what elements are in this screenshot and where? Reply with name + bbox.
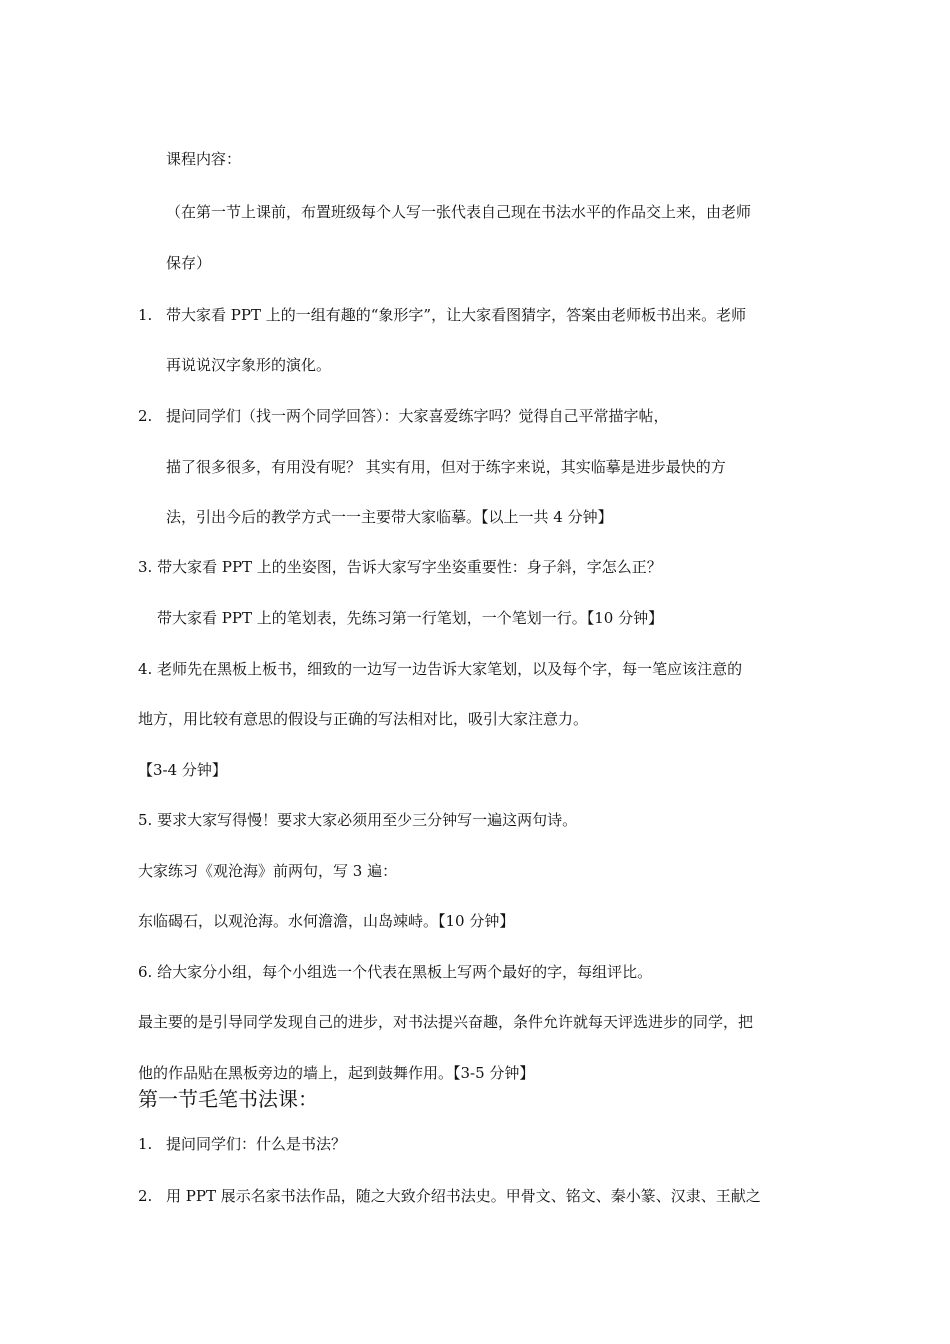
list-number: 2.: [138, 1187, 153, 1205]
text-line: 【3-4 分钟】: [138, 761, 227, 779]
list-number: 2.: [138, 407, 153, 425]
text-line: 保存）: [166, 254, 212, 272]
text-line: 提问同学们：什么是书法？: [166, 1135, 347, 1153]
text-line: 法，引出今后的教学方式一一主要带大家临摹。【以上一共 4 分钟】: [166, 508, 613, 526]
text-line: 带大家看 PPT 上的一组有趣的“象形字”，让大家看图猜字，答案由老师板书出来。老师: [166, 306, 747, 324]
text-line: （在第一节上课前，布置班级每个人写一张代表自己现在书法水平的作品交上来，由老师: [166, 203, 752, 221]
list-number: 1.: [138, 1135, 153, 1153]
text-line: 5. 要求大家写得慢！要求大家必须用至少三分钟写一遍这两句诗。: [138, 811, 578, 829]
text-line: 6. 给大家分小组，每个小组选一个代表在黑板上写两个最好的字，每组评比。: [138, 963, 653, 981]
text-line: 带大家看 PPT 上的笔划表，先练习第一行笔划，一个笔划一行。【10 分钟】: [157, 609, 664, 627]
text-line: 最主要的是引导同学发现自己的进步，对书法提兴奋趣，条件允许就每天评选进步的同学，把: [138, 1013, 754, 1031]
text-line: 东临碣石，以观沧海。水何澹澹，山岛竦峙。【10 分钟】: [138, 912, 515, 930]
text-line: 3. 带大家看 PPT 上的坐姿图，告诉大家写字坐姿重要性：身子斜，字怎么正？: [138, 558, 662, 576]
text-line: 描了很多很多，有用没有呢？ 其实有用，但对于练字来说，其实临摹是进步最快的方: [166, 458, 726, 476]
text-line: 课程内容：: [166, 150, 242, 168]
text-line: 再说说汉字象形的演化。: [166, 356, 332, 374]
text-line: 他的作品贴在黑板旁边的墙上，起到鼓舞作用。【3-5 分钟】: [138, 1064, 535, 1082]
section-heading: 第一节毛笔书法课：: [138, 1087, 318, 1111]
text-line: 大家练习《观沧海》前两句，写 3 遍：: [138, 862, 398, 880]
text-line: 提问同学们（找一两个同学回答）：大家喜爱练字吗？觉得自己平常描字帖，: [166, 407, 669, 425]
text-line: 4. 老师先在黑板上板书，细致的一边写一边告诉大家笔划，以及每个字，每一笔应该注意的: [138, 660, 743, 678]
list-number: 1.: [138, 306, 153, 324]
text-line: 用 PPT 展示名家书法作品，随之大致介绍书法史。甲骨文、铭文、秦小篆、汉隶、王献之: [166, 1187, 761, 1205]
text-line: 地方，用比较有意思的假设与正确的写法相对比，吸引大家注意力。: [138, 710, 589, 728]
